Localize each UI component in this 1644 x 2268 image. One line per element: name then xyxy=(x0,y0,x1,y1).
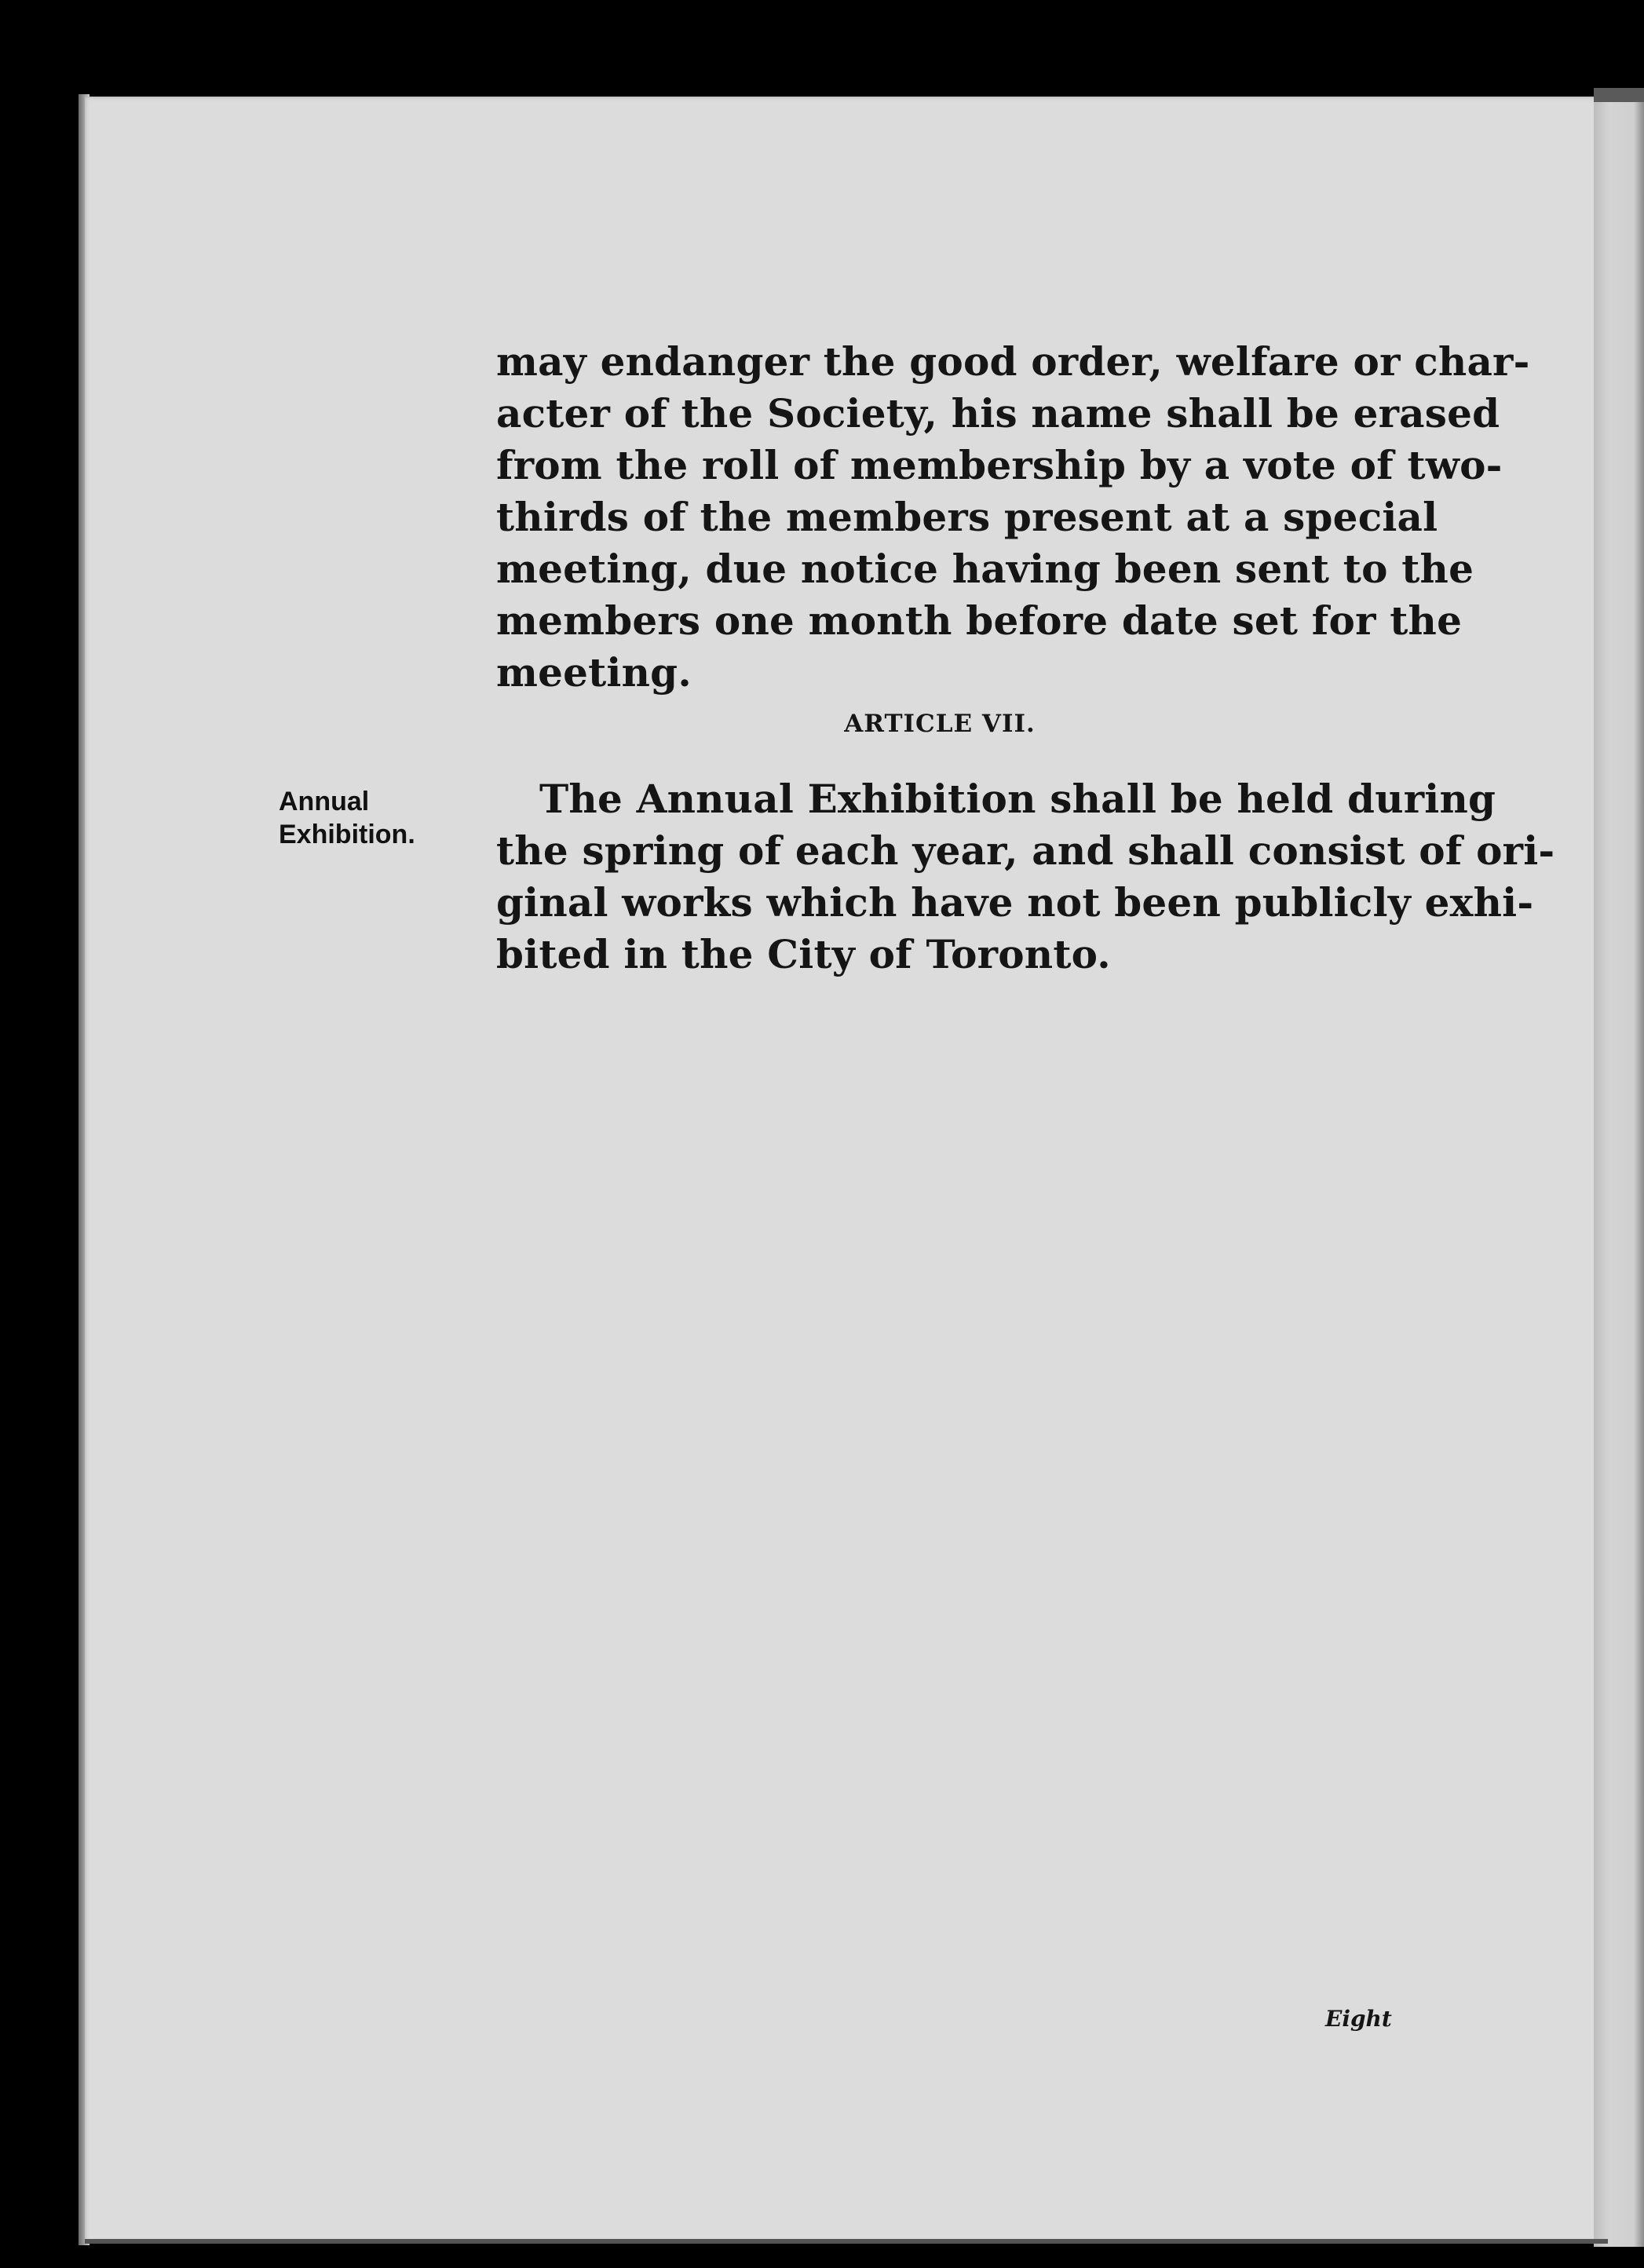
margin-note-line: Annual xyxy=(279,787,370,816)
text-line: members one month before date set for the xyxy=(496,597,1463,644)
text-line: acter of the Society, his name shall be erased xyxy=(496,390,1500,436)
page-number: Eight xyxy=(1325,2006,1392,2032)
next-page-edge xyxy=(1594,88,1644,2247)
margin-note-line: Exhibition. xyxy=(279,820,415,849)
text-line: thirds of the members present at a special xyxy=(496,494,1438,540)
next-page-edge-top xyxy=(1594,88,1644,102)
text-line: from the roll of membership by a vote of two- xyxy=(496,442,1503,488)
text-line: the spring of each year, and shall consist of ori- xyxy=(496,827,1555,874)
article-heading: ARTICLE VII. xyxy=(844,710,1036,738)
text-line: meeting. xyxy=(496,649,692,696)
text-line: bited in the City of Toronto. xyxy=(496,931,1111,977)
text-line: may endanger the good order, welfare or char- xyxy=(496,338,1530,385)
text-line: ginal works which have not been publicly exhi- xyxy=(496,879,1534,926)
margin-note xyxy=(279,785,415,851)
text-line: meeting, due notice having been sent to the xyxy=(496,546,1474,592)
text-line: The Annual Exhibition shall be held during xyxy=(539,776,1496,822)
page-bottom-edge xyxy=(85,2239,1608,2244)
